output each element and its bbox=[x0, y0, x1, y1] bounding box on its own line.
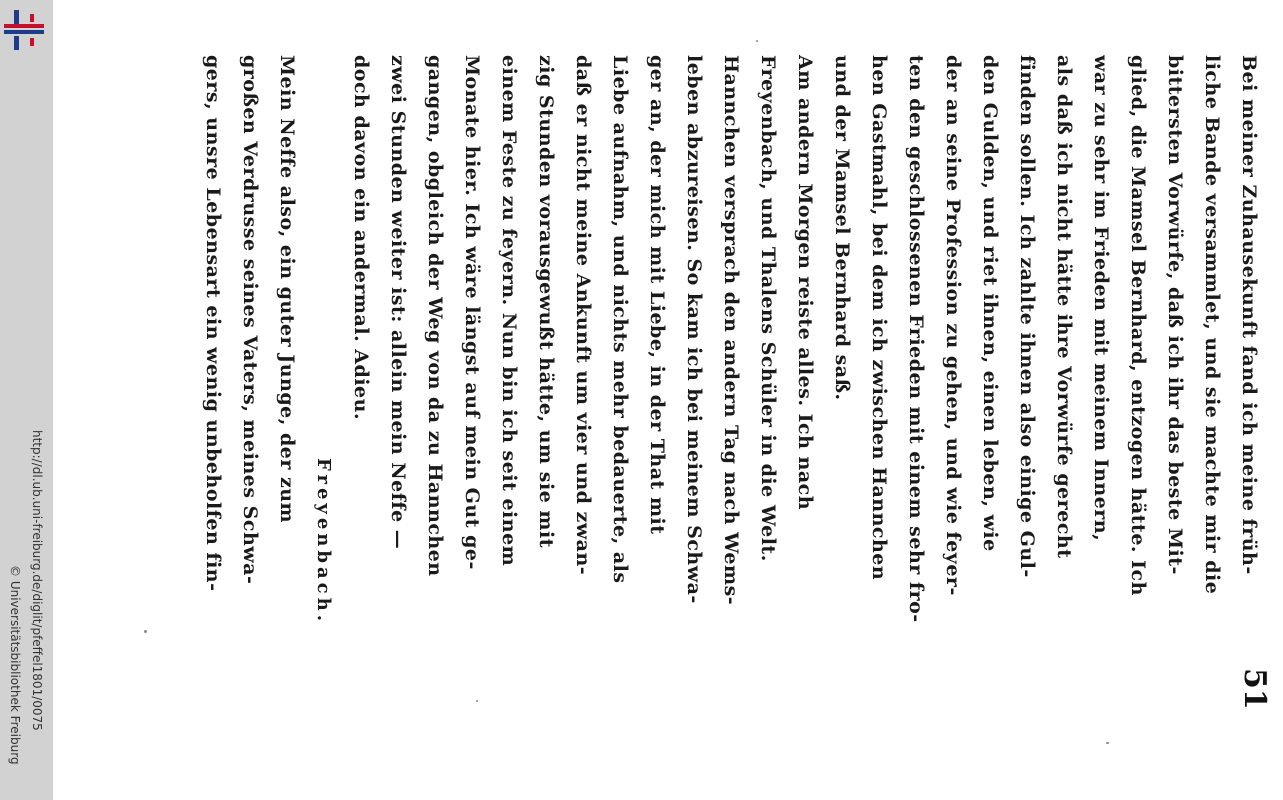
scan-speck bbox=[476, 700, 478, 702]
text-line bbox=[571, 55, 595, 725]
text-line-content: ten den geschlossenen Frieden mit einem sehr fro- bbox=[905, 55, 927, 623]
text-line bbox=[423, 55, 447, 725]
text-line-content: ger an, der mich mit Liebe, in der That mit bbox=[646, 55, 668, 535]
text-line-content: zig Stunden vorausgewußt hätte, um sie mit bbox=[535, 55, 557, 548]
text-line-content: den Gulden, und riet ihnen, einen leben, wie bbox=[979, 55, 1001, 552]
text-line bbox=[534, 55, 558, 725]
letter-signature: Freyenbach. bbox=[313, 458, 334, 625]
text-line-content: Hannchen versprach den andern Tag nach Wems- bbox=[720, 55, 742, 606]
text-line bbox=[682, 55, 706, 725]
text-line-content: Am andern Morgen reiste alles. Ich nach bbox=[794, 55, 816, 511]
scan-speck bbox=[144, 630, 147, 633]
text-line-content: leben abzureisen. So kam ich bei meinem Schwa- bbox=[683, 55, 705, 604]
text-line-content: doch davon ein andermal. Adieu. bbox=[350, 55, 372, 421]
text-line-content: Monate hier. Ich wäre längst auf mein Gut ge- bbox=[461, 55, 483, 570]
text-line bbox=[386, 55, 410, 725]
text-line-content: liche Bande versammlet, und sie machte mir die bbox=[1201, 55, 1223, 595]
viewer-sidebar bbox=[0, 0, 53, 800]
text-line-content: Freyenbach, und Thalens Schüler in die Welt. bbox=[757, 55, 779, 562]
page-url[interactable]: http://dl.ub.uni-freiburg.de/diglit/pfeffel1801/0075 bbox=[30, 430, 44, 731]
text-line bbox=[349, 55, 373, 725]
text-block bbox=[191, 55, 1281, 725]
text-line bbox=[904, 55, 928, 725]
text-line bbox=[1237, 55, 1261, 725]
scan-speck bbox=[756, 40, 758, 42]
text-line-content: Mein Neffe also, ein guter Junge, der zum bbox=[276, 55, 298, 524]
scanned-page bbox=[56, 0, 1283, 800]
university-library-logo-icon[interactable] bbox=[4, 10, 44, 50]
text-line-content: der an seine Profession zu gehen, und wie feyer- bbox=[942, 55, 964, 596]
text-line-content: Liebe aufnahm, und nichts mehr bedauerte, als bbox=[609, 55, 631, 584]
text-line bbox=[645, 55, 669, 725]
text-line-content: zwei Stunden weiter ist: allein mein Neffe — bbox=[387, 55, 409, 550]
scan-speck bbox=[1106, 742, 1109, 744]
text-line bbox=[1015, 55, 1039, 725]
text-line bbox=[275, 55, 299, 725]
text-line bbox=[460, 55, 484, 725]
text-line bbox=[1200, 55, 1224, 725]
text-line bbox=[201, 55, 225, 725]
text-line bbox=[1052, 55, 1076, 725]
text-line-content: bittersten Vorwürfe, daß ich ihr das beste Mit- bbox=[1164, 55, 1186, 575]
text-line-content: war zu sehr im Frieden mit meinem Innern, bbox=[1090, 55, 1112, 542]
text-line bbox=[830, 55, 854, 725]
text-line-content: als daß ich nicht hätte ihre Vorwürfe gerecht bbox=[1053, 55, 1075, 559]
text-line-content: hen Gastmahl, bei dem ich zwischen Hannchen bbox=[868, 55, 890, 581]
text-line-content: einem Feste zu feyern. Nun bin ich seit einem bbox=[498, 55, 520, 567]
text-line-content: glied, die Mamsel Bernhard, entzogen hätte. Ich bbox=[1127, 55, 1149, 596]
text-line bbox=[1163, 55, 1187, 725]
text-line bbox=[941, 55, 965, 725]
text-line-content: finden sollen. Ich zahlte ihnen also einige Gul- bbox=[1016, 55, 1038, 578]
text-line bbox=[238, 55, 262, 725]
text-line bbox=[793, 55, 817, 725]
text-line-content: daß er nicht meine Ankunft um vier und zwan- bbox=[572, 55, 594, 576]
text-line bbox=[1126, 55, 1150, 725]
text-line bbox=[756, 55, 780, 725]
text-line-content: großen Verdrusse seines Vaters, meines Schwa- bbox=[239, 55, 261, 585]
text-line bbox=[497, 55, 521, 725]
text-line bbox=[1089, 55, 1113, 725]
text-line bbox=[978, 55, 1002, 725]
text-line-content: Bei meiner Zuhausekunft fand ich meine früh- bbox=[1238, 55, 1260, 575]
text-line bbox=[608, 55, 632, 725]
text-line-content: gers, unsre Lebensart ein wenig unbeholfen fin- bbox=[202, 55, 224, 592]
copyright-notice: © Universitätsbibliothek Freiburg bbox=[8, 565, 22, 765]
text-line bbox=[719, 55, 743, 725]
text-line-content: und der Mamsel Bernhard saß. bbox=[831, 55, 853, 401]
text-line bbox=[867, 55, 891, 725]
text-line-content: gangen, obgleich der Weg von da zu Hannchen bbox=[424, 55, 446, 577]
page-number: 51 bbox=[1237, 668, 1272, 710]
